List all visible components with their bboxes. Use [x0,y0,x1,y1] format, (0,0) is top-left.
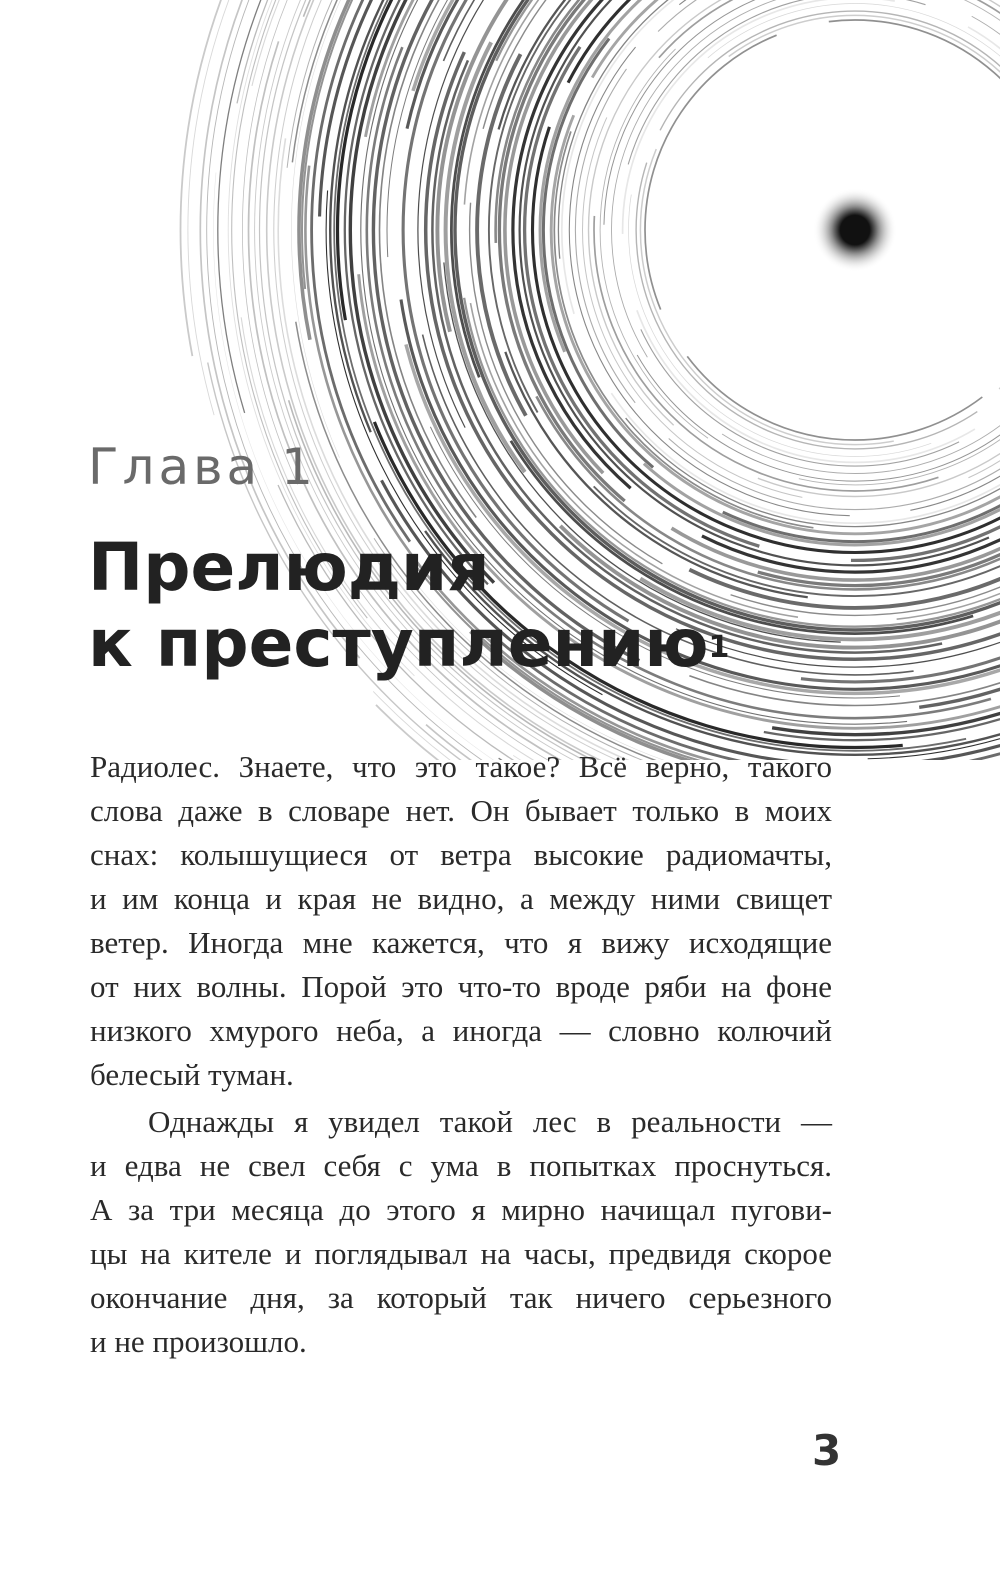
text-line: ветер. Иногда мне кажется, что я вижу исходящие [90,925,832,960]
record-groove [583,0,1000,503]
title-line-2: к преступлению$^1$ [88,605,730,682]
paragraph-1 [90,745,832,1097]
text-line: Однажды я увидел такой лес в реальности — [148,1104,832,1139]
record-groove [604,0,1000,481]
page-number: 3 [812,1426,842,1475]
record-groove [623,0,1000,462]
text-line: от них волны. Порой это что-то вроде ряби на фоне [90,969,832,1004]
title-line-1: Прелюдия [88,529,490,606]
text-line: цы на кителе и поглядывал на часы, предвидя скорое [90,1236,832,1271]
text-line: и им конца и края не видно, а между ними свищет [90,881,832,916]
text-line: снах: колышущиеся от ветра высокие радиомачты, [90,837,832,872]
text-line: белесый туман. [90,1057,294,1092]
record-groove [525,0,1000,560]
body-text [90,745,832,1364]
text-line: А за три месяца до этого я мирно начищал пугови- [90,1192,832,1227]
record-groove [619,0,1000,466]
paragraph-2 [90,1100,832,1364]
footnote-mark[interactable]: 1 [708,630,730,665]
record-groove [594,0,1000,491]
text-line: и едва не свел себя с ума в попытках проснуться. [90,1148,832,1183]
text-line: слова даже в словаре нет. Он бывает только в моих [90,793,832,828]
record-groove [558,0,1000,527]
record-groove [612,0,1000,474]
text-line: и не произошло. [90,1324,307,1359]
text-line: низкого хмурого неба, а иногда — словно колючий [90,1013,832,1048]
text-line: окончание дня, за который так ничего серьезного [90,1280,832,1315]
chapter-label: Глава 1 [88,438,317,496]
record-center-hole [813,188,897,272]
record-groove [540,0,1000,545]
chapter-title [88,530,729,682]
text-line: Радиолес. Знаете, что это такое? Всё верно, такого [90,749,832,784]
